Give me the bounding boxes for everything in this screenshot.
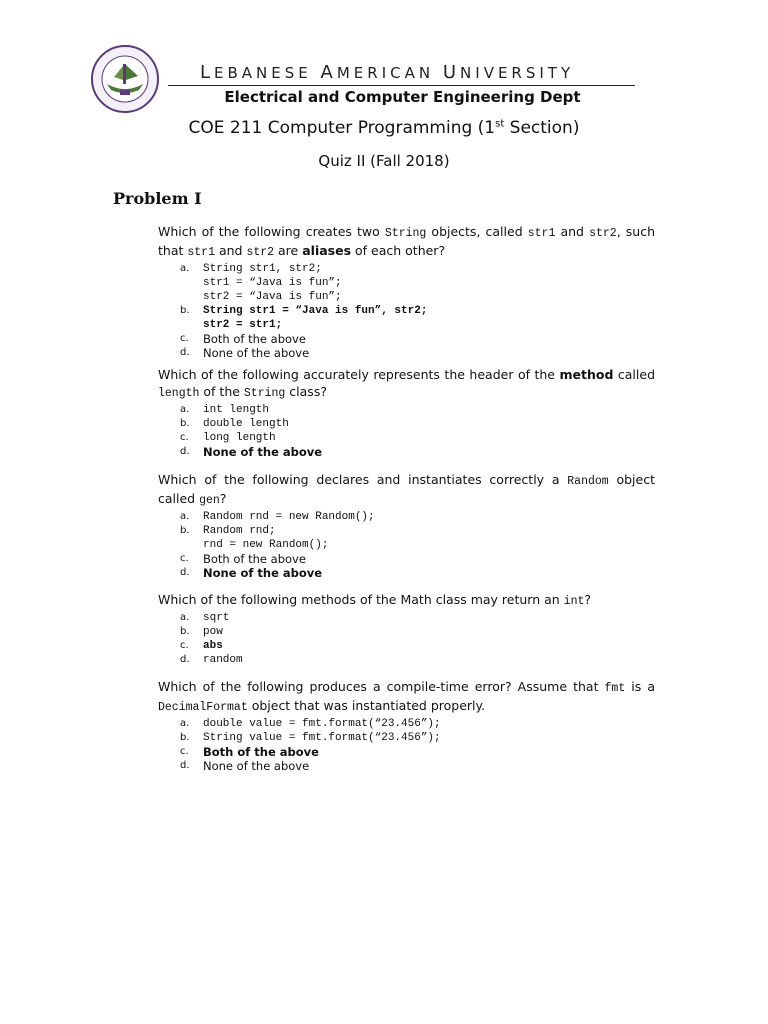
option-b: b. String value = fmt.format(“23.456”); [180, 732, 441, 744]
option-b: b. String str1 = “Java is fun”, str2; [180, 305, 428, 317]
problem-heading: Problem I [113, 189, 202, 208]
course-title: COE 211 Computer Programming (1st Section) [188, 118, 580, 138]
option-d: d. None of the above [180, 566, 323, 580]
department-name: Electrical and Computer Engineering Dept [224, 88, 581, 106]
question-3 [158, 471, 655, 580]
university-name: LEBANESE AMERICAN UNIVERSITY [200, 62, 575, 83]
option-a: a. double value = fmt.format(“23.456”); [180, 718, 441, 730]
option-b-line-2: rnd = new Random(); [203, 539, 329, 551]
option-c: c. long length [180, 432, 276, 444]
option-b: b. double length [180, 418, 289, 430]
option-a: a. int length [180, 404, 270, 416]
option-b: b. Random rnd; [180, 525, 276, 537]
option-d: d. random [180, 654, 243, 666]
question-5-options [180, 717, 655, 773]
university-seal-logo [90, 44, 160, 114]
question-5-stem: Which of the following produces a compile-time error? Assume that fmt is a DecimalFormat object that was instantiated properly. [158, 679, 655, 714]
question-3-options [180, 510, 655, 580]
option-a: a. String str1, str2; [180, 263, 322, 275]
option-c: c. Both of the above [180, 745, 319, 759]
quiz-title: Quiz II (Fall 2018) [318, 152, 450, 170]
question-2-options [180, 403, 655, 459]
option-c: c. Both of the above [180, 552, 306, 566]
question-5 [158, 678, 655, 773]
question-2-stem: Which of the following accurately represents the header of the method called length of the String class? [158, 367, 655, 400]
option-a-line-2: str1 = “Java is fun”; [203, 277, 342, 289]
question-4-stem: Which of the following methods of the Math class may return an int? [158, 592, 592, 608]
option-d: d. None of the above [180, 445, 323, 459]
question-4-options [180, 611, 655, 667]
question-1 [158, 223, 655, 360]
option-c: c. Both of the above [180, 332, 306, 346]
option-a: a. sqrt [180, 612, 230, 624]
question-1-stem: Which of the following creates two String objects, called str1 and str2, such that str1 and str2 are aliases of each other? [158, 224, 655, 259]
option-d: d. None of the above [180, 346, 310, 360]
question-1-options [180, 262, 655, 360]
option-c: c. abs [180, 640, 223, 652]
option-a-line-3: str2 = “Java is fun”; [203, 291, 342, 303]
option-a: a. Random rnd = new Random(); [180, 511, 375, 523]
question-3-stem: Which of the following declares and instantiates correctly a Random object called gen? [158, 472, 655, 507]
question-4 [158, 591, 655, 667]
option-b-line-2: str2 = str1; [203, 319, 283, 331]
option-d: d. None of the above [180, 759, 310, 773]
header-divider [168, 85, 635, 86]
option-b: b. pow [180, 626, 223, 638]
question-2 [158, 366, 655, 459]
